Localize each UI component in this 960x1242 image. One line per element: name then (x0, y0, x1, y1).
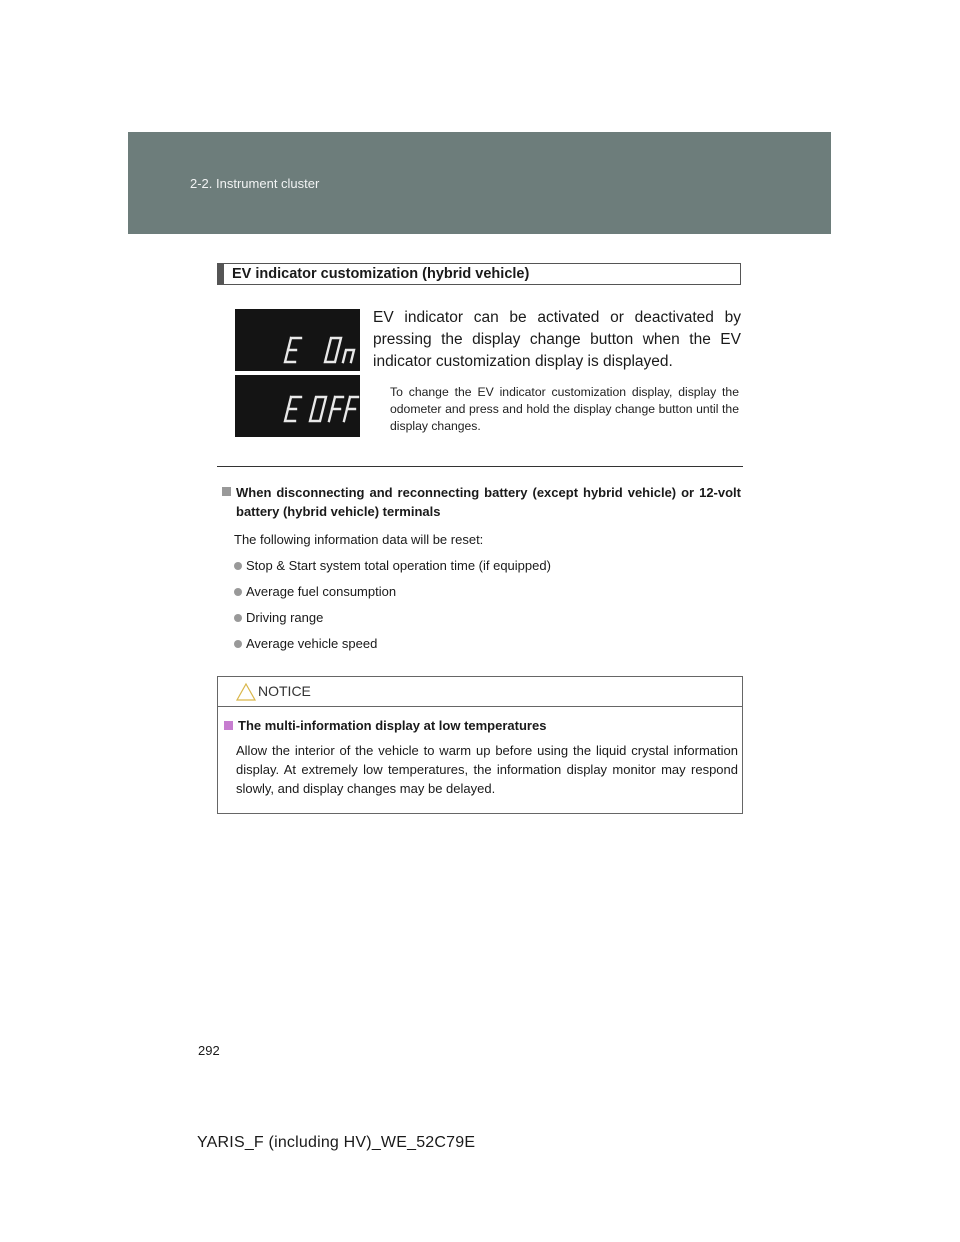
document-footer: YARIS_F (including HV)_WE_52C79E (197, 1134, 476, 1151)
warning-triangle-icon (236, 683, 256, 701)
list-item-text: Average vehicle speed (246, 636, 378, 651)
section-title-box (217, 263, 741, 285)
notice-box (217, 676, 743, 814)
list-item (222, 582, 741, 601)
notice-heading-row (224, 718, 546, 733)
notice-body: Allow the interior of the vehicle to warm up before using the liquid crystal information display. At extremely low temperatures, the information display monitor may respond slowly, and display changes may be delayed. (236, 743, 738, 796)
info-block (222, 483, 741, 653)
bullet-dot-icon (234, 640, 242, 648)
bullet-dot-icon (234, 614, 242, 622)
list-item (222, 608, 741, 627)
page-header-band (128, 132, 831, 234)
ev-on-lcd-graphic (235, 296, 360, 371)
ev-on-display-text: OFF (235, 296, 267, 313)
square-bullet-icon (222, 487, 231, 496)
title-accent-bar (218, 264, 224, 284)
page-number: 292 (198, 1043, 220, 1058)
notice-label: NOTICE (258, 683, 311, 699)
ev-on-display-image (235, 296, 360, 371)
list-item-text: Average fuel consumption (246, 584, 397, 599)
ev-off-display-image (235, 375, 360, 437)
list-item (222, 634, 741, 653)
bullet-dot-icon (234, 562, 242, 570)
notice-heading: The multi-information display at low temperatures (238, 718, 547, 733)
notice-header (218, 677, 742, 707)
sub-note: To change the EV indicator customization display, display the odometer and press and hold the display change button until the display changes. (390, 385, 739, 433)
ev-off-lcd-graphic (235, 375, 360, 437)
section-breadcrumb: 2-2. Instrument cluster (190, 176, 320, 191)
bullet-dot-icon (234, 588, 242, 596)
section-title: EV indicator customization (hybrid vehicle) (232, 266, 530, 282)
info-heading-row (222, 483, 741, 521)
section-divider (217, 466, 743, 467)
info-intro: The following information data will be reset: (234, 532, 484, 547)
square-bullet-icon (224, 721, 233, 730)
list-item-text: Stop & Start system total operation time (if equipped) (246, 558, 551, 573)
lead-paragraph: EV indicator can be activated or deactivated by pressing the display change button when the EV indicator customization display is displayed. (373, 309, 741, 370)
list-item-text: Driving range (246, 610, 324, 625)
list-item (222, 556, 741, 575)
info-heading: When disconnecting and reconnecting battery (except hybrid vehicle) or 12-volt battery (hybrid vehicle) terminals (236, 485, 741, 519)
